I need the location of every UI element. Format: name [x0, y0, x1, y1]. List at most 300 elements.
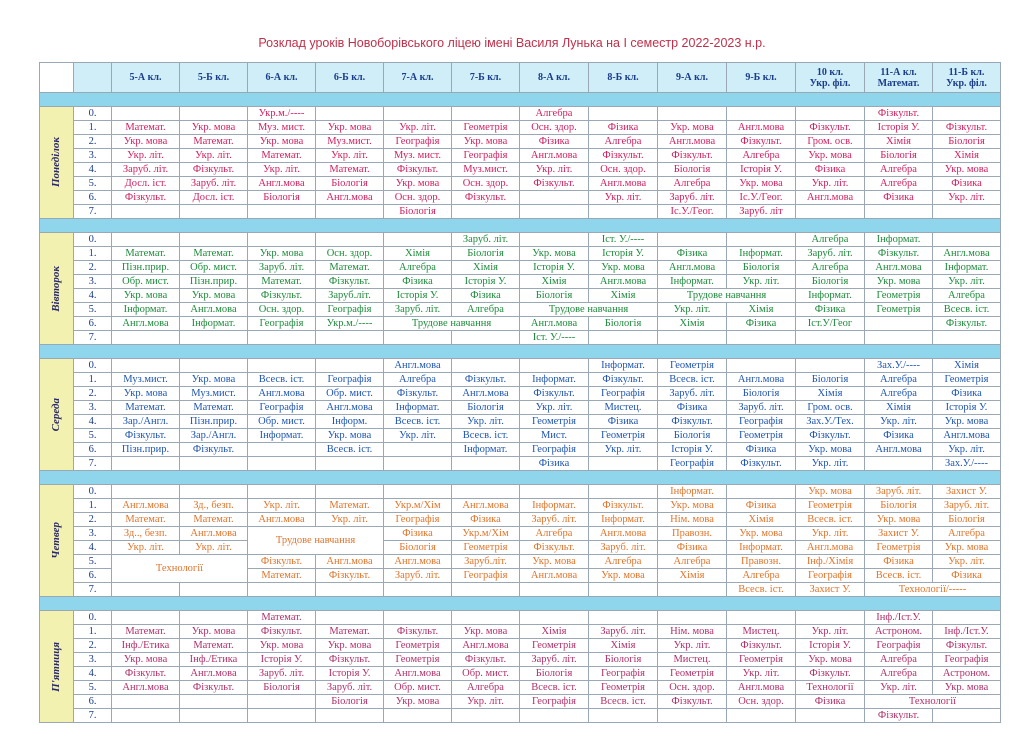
lesson-cell [316, 611, 384, 625]
lesson-cell: Укр. мова [316, 429, 384, 443]
day-label [40, 233, 74, 345]
lesson-cell: Історія У. [933, 401, 1001, 415]
lesson-cell: Осн. здор. [589, 163, 658, 177]
lesson-cell [933, 107, 1001, 121]
lesson-cell: Англ.мова [796, 191, 865, 205]
lesson-cell: Біологія [452, 247, 520, 261]
lesson-cell: Укр. літ. [933, 275, 1001, 289]
lesson-cell: Хімія [520, 275, 589, 289]
lesson-cell: Англ.мова [452, 639, 520, 653]
lesson-cell: Алгебра [865, 373, 933, 387]
lesson-cell [796, 611, 865, 625]
lesson-cell: Фізкульт. [796, 429, 865, 443]
lesson-cell: Геометрія [796, 499, 865, 513]
lesson-cell: Всесв. іст. [796, 513, 865, 527]
lesson-cell: Укр. мова [796, 653, 865, 667]
lesson-cell: Заруб. літ. [658, 191, 727, 205]
lesson-cell: Англ.мова [180, 667, 248, 681]
day-name: Середа [50, 397, 62, 432]
lesson-cell: Укр. літ. [796, 625, 865, 639]
lesson-cell: Фізкульт. [865, 247, 933, 261]
lesson-cell: Геометрія [589, 681, 658, 695]
lesson-cell [452, 457, 520, 471]
lesson-cell [658, 331, 727, 345]
lesson-cell: Укр.м./---- [316, 317, 384, 331]
lesson-cell: Укр. мова [248, 135, 316, 149]
lesson-cell: Географія [796, 569, 865, 583]
lesson-number: 4. [74, 541, 112, 555]
lesson-cell: Алгебра [520, 527, 589, 541]
lesson-cell: Математ. [180, 401, 248, 415]
lesson-cell [112, 331, 180, 345]
lesson-cell: Зар./Англ. [112, 415, 180, 429]
lesson-cell: Всесв. іст. [933, 303, 1001, 317]
lesson-cell: Трудове навчання [658, 289, 796, 303]
lesson-cell: Фізкульт. [796, 121, 865, 135]
lesson-cell [933, 205, 1001, 219]
lesson-cell: Фізкульт. [520, 177, 589, 191]
lesson-cell [520, 583, 589, 597]
lesson-cell: Географія [589, 387, 658, 401]
lesson-cell: Зд., безп. [180, 499, 248, 513]
lesson-cell: Інф./Етика [112, 639, 180, 653]
lesson-cell: Фізика [865, 191, 933, 205]
class-header-label: 7-Б кл. [469, 72, 502, 83]
lesson-cell: Укр. літ. [112, 149, 180, 163]
lesson-cell: Укр. мова [796, 443, 865, 457]
day-label [40, 359, 74, 471]
lesson-row [40, 639, 1001, 653]
lesson-cell: Фізика [658, 401, 727, 415]
lesson-cell: Хімія [727, 303, 796, 317]
lesson-cell: Фізкульт. [658, 695, 727, 709]
lesson-cell [316, 107, 384, 121]
lesson-cell: Геометрія [727, 429, 796, 443]
lesson-row [40, 247, 1001, 261]
lesson-cell: Всесв. іст. [727, 583, 796, 597]
lesson-cell: Інформат. [384, 401, 452, 415]
lesson-cell: Біологія [727, 387, 796, 401]
lesson-cell: Алгебра [933, 289, 1001, 303]
lesson-cell: Укр. літ. [520, 163, 589, 177]
lesson-cell [727, 233, 796, 247]
lesson-cell: Географія [933, 653, 1001, 667]
class-header-label: 11-А кл. [880, 66, 917, 78]
lesson-cell: Захист У. [796, 583, 865, 597]
lesson-cell: Фізкульт. [316, 653, 384, 667]
lesson-row [40, 149, 1001, 163]
lesson-number: 7. [74, 331, 112, 345]
separator-bar [40, 93, 1001, 107]
lesson-cell: Укр. літ. [933, 555, 1001, 569]
lesson-cell [452, 611, 520, 625]
class-header [658, 63, 727, 93]
lesson-cell: Укр. мова [796, 149, 865, 163]
lesson-cell: Алгебра [933, 527, 1001, 541]
lesson-cell: Фізкульт. [589, 499, 658, 513]
lesson-cell: Фізкульт. [316, 569, 384, 583]
lesson-cell: Англ.мова [112, 681, 180, 695]
lesson-cell: Інформат. [796, 289, 865, 303]
lesson-cell [248, 331, 316, 345]
lesson-cell: Геометрія [865, 303, 933, 317]
lesson-cell [248, 233, 316, 247]
lesson-cell: Фізкульт. [933, 639, 1001, 653]
lesson-cell: Муз. мист. [384, 149, 452, 163]
lesson-cell: Укр. літ. [452, 415, 520, 429]
lesson-cell: Алгебра [865, 653, 933, 667]
lesson-cell: Біологія [727, 261, 796, 275]
lesson-cell: Муз.мист. [180, 387, 248, 401]
lesson-cell: Укр. мова [248, 247, 316, 261]
lesson-cell: Алгебра [865, 387, 933, 401]
lesson-cell: Зах.У./Тех. [796, 415, 865, 429]
lesson-cell: Укр. мова [933, 163, 1001, 177]
lesson-cell: Алгебра [865, 177, 933, 191]
lesson-cell [796, 331, 865, 345]
lesson-cell: Англ.мова [248, 387, 316, 401]
lesson-cell: Хімія [658, 317, 727, 331]
lesson-cell: Географія [865, 639, 933, 653]
lesson-cell [933, 331, 1001, 345]
lesson-cell: Фізкульт. [452, 653, 520, 667]
lesson-row [40, 289, 1001, 303]
lesson-row [40, 499, 1001, 513]
lesson-cell: Іс.У./Геог. [658, 205, 727, 219]
class-header-label: Математ. [877, 77, 920, 89]
lesson-cell: Фізика [796, 163, 865, 177]
lesson-cell: Заруб. літ. [180, 177, 248, 191]
lesson-cell: Біологія [865, 149, 933, 163]
lesson-number: 7. [74, 709, 112, 723]
day-separator [40, 93, 1001, 107]
lesson-cell: Біологія [658, 429, 727, 443]
lesson-cell: Алгебра [865, 163, 933, 177]
lesson-cell: Іст. У./---- [589, 233, 658, 247]
lesson-cell: Заруб. літ. [589, 625, 658, 639]
lesson-cell: Історія У. [796, 639, 865, 653]
lesson-cell: Астроном. [865, 625, 933, 639]
lesson-row [40, 275, 1001, 289]
lesson-cell: Укр. мова [248, 639, 316, 653]
lesson-cell: Географія [316, 373, 384, 387]
lesson-cell: Всесв. іст. [865, 569, 933, 583]
lesson-cell: Англ.мова [520, 317, 589, 331]
lesson-cell [658, 583, 727, 597]
lesson-cell: Геометрія [384, 639, 452, 653]
lesson-cell [589, 583, 658, 597]
lesson-cell: Математ. [112, 247, 180, 261]
lesson-cell [727, 331, 796, 345]
lesson-number: 6. [74, 317, 112, 331]
lesson-cell [384, 107, 452, 121]
lesson-cell [316, 709, 384, 723]
class-header-label: 9-Б кл. [745, 72, 777, 83]
lesson-cell: Географія [589, 667, 658, 681]
lesson-cell [452, 331, 520, 345]
lesson-cell: Фізика [933, 569, 1001, 583]
lesson-cell [180, 611, 248, 625]
lesson-cell: Англ.мова [727, 681, 796, 695]
lesson-cell [933, 611, 1001, 625]
lesson-cell: Біологія [933, 513, 1001, 527]
lesson-cell: Математ. [112, 121, 180, 135]
lesson-number: 6. [74, 695, 112, 709]
lesson-cell: Хімія [452, 261, 520, 275]
lesson-cell: Біологія [384, 205, 452, 219]
lesson-cell: Осн. здор. [658, 681, 727, 695]
lesson-cell: Фізкульт. [520, 541, 589, 555]
lesson-cell: Англ.мова [727, 121, 796, 135]
lesson-row [40, 205, 1001, 219]
lesson-cell: Інформат. [658, 275, 727, 289]
lesson-cell: Англ.мова [248, 177, 316, 191]
lesson-row [40, 541, 1001, 555]
lesson-cell: Англ.мова [112, 317, 180, 331]
lesson-cell: Осн. здор. [727, 695, 796, 709]
lesson-cell: Англ.мова [865, 443, 933, 457]
lesson-cell: Алгебра [520, 107, 589, 121]
class-header [589, 63, 658, 93]
lesson-cell [796, 709, 865, 723]
lesson-cell: Фізкульт. [589, 373, 658, 387]
lesson-cell: Заруб. літ. [796, 247, 865, 261]
lesson-cell: Укр. мова [727, 527, 796, 541]
page-title: Розклад уроків Новоборівського ліцею імені Василя Лунька на І семестр 2022-2023 н.р. [258, 36, 766, 50]
lesson-cell: Нім. мова [658, 625, 727, 639]
lesson-cell [112, 709, 180, 723]
lesson-cell: Технології [112, 555, 248, 583]
lesson-cell: Заруб.літ. [452, 555, 520, 569]
lesson-cell: Мистец. [727, 625, 796, 639]
lesson-cell [180, 205, 248, 219]
day-label [40, 107, 74, 219]
lesson-cell: Заруб. літ. [933, 499, 1001, 513]
class-header [727, 63, 796, 93]
lesson-cell: Укр. літ. [933, 443, 1001, 457]
lesson-cell: Математ. [248, 275, 316, 289]
lesson-cell: Фізика [384, 275, 452, 289]
lesson-cell [180, 331, 248, 345]
class-header [384, 63, 452, 93]
lesson-cell [248, 695, 316, 709]
lesson-cell: Фізкульт. [865, 107, 933, 121]
lesson-cell: Алгебра [658, 555, 727, 569]
lesson-cell: Математ. [180, 135, 248, 149]
lesson-cell: Фізика [589, 415, 658, 429]
lesson-cell: Укр. мова [796, 485, 865, 499]
lesson-cell: Алгебра [452, 303, 520, 317]
lesson-cell: Англ.мова [452, 499, 520, 513]
lesson-cell: Геометрія [658, 667, 727, 681]
lesson-cell: Пізн.прир. [112, 443, 180, 457]
lesson-number: 2. [74, 513, 112, 527]
lesson-cell: Укр. мова [658, 121, 727, 135]
lesson-cell: Заруб. літ. [865, 485, 933, 499]
class-header [520, 63, 589, 93]
lesson-number: 0. [74, 485, 112, 499]
class-header-label: 8-Б кл. [607, 72, 639, 83]
lesson-cell: Фізика [658, 541, 727, 555]
lesson-row [40, 317, 1001, 331]
lesson-row [40, 457, 1001, 471]
lesson-cell: Біологія [796, 275, 865, 289]
lesson-cell: Фізика [865, 555, 933, 569]
lesson-cell: Укр. літ. [180, 149, 248, 163]
lesson-cell: Фізкульт. [112, 429, 180, 443]
class-header-label: 5-Б кл. [197, 72, 230, 83]
lesson-number: 4. [74, 415, 112, 429]
lesson-cell: Заруб. літ [727, 205, 796, 219]
timetable-body [40, 93, 1001, 723]
lesson-cell: Англ.мова [452, 387, 520, 401]
lesson-cell [248, 443, 316, 457]
lesson-row [40, 485, 1001, 499]
lesson-cell: Фізкульт. [933, 121, 1001, 135]
lesson-cell: Інф./Іст.У. [865, 611, 933, 625]
lesson-number: 1. [74, 625, 112, 639]
lesson-cell: Заруб.літ. [316, 289, 384, 303]
lesson-cell: Всесв. іст. [248, 373, 316, 387]
lesson-cell: Інформат. [180, 317, 248, 331]
lesson-cell [384, 443, 452, 457]
lesson-cell: Алгебра [384, 261, 452, 275]
lesson-cell: Математ. [180, 513, 248, 527]
lesson-row [40, 177, 1001, 191]
day-separator [40, 471, 1001, 485]
lesson-cell: Англ.мова [180, 303, 248, 317]
lesson-cell: Алгебра [384, 373, 452, 387]
lesson-cell: Біологія [248, 681, 316, 695]
lesson-cell: Англ.мова [658, 261, 727, 275]
day-separator [40, 597, 1001, 611]
lesson-row [40, 513, 1001, 527]
lesson-cell: Математ. [248, 569, 316, 583]
day-name: Четвер [50, 522, 62, 559]
day-separator [40, 345, 1001, 359]
lesson-cell: Фізика [933, 177, 1001, 191]
lesson-row [40, 107, 1001, 121]
lesson-cell: Фізкульт. [727, 457, 796, 471]
lesson-cell: Укр. літ. [589, 191, 658, 205]
lesson-cell: Астроном. [933, 667, 1001, 681]
lesson-cell: Всесв. іст. [658, 373, 727, 387]
lesson-row [40, 709, 1001, 723]
lesson-row [40, 527, 1001, 541]
lesson-cell: Біологія [316, 695, 384, 709]
lesson-cell: Англ.мова [112, 499, 180, 513]
lesson-cell: Англ.мова [589, 275, 658, 289]
lesson-cell: Укр. літ. [452, 695, 520, 709]
lesson-cell: Алгебра [796, 233, 865, 247]
lesson-cell: Укр. мова [520, 555, 589, 569]
lesson-number: 0. [74, 359, 112, 373]
lesson-cell [452, 485, 520, 499]
lesson-cell: Алгебра [727, 569, 796, 583]
lesson-cell: Фізкульт. [384, 387, 452, 401]
lesson-cell: Укр. мова [112, 289, 180, 303]
lesson-cell [112, 695, 180, 709]
lesson-cell: Математ. [316, 499, 384, 513]
lesson-cell [112, 611, 180, 625]
lesson-cell: Укр. літ. [933, 191, 1001, 205]
lesson-cell: Математ. [112, 513, 180, 527]
lesson-cell: Фізика [727, 499, 796, 513]
lesson-cell: Фізика [933, 387, 1001, 401]
lesson-number: 5. [74, 177, 112, 191]
lesson-cell: Інф./Етика [180, 653, 248, 667]
lesson-cell: Укр.м./---- [248, 107, 316, 121]
day-name: Понеділок [50, 137, 62, 188]
lesson-cell [933, 233, 1001, 247]
lesson-cell: Гром. осв. [796, 135, 865, 149]
lesson-cell [112, 485, 180, 499]
lesson-cell: Укр. мова [316, 639, 384, 653]
lesson-number: 0. [74, 611, 112, 625]
header-row [40, 63, 1001, 93]
lesson-cell: Заруб. літ. [248, 667, 316, 681]
lesson-cell [589, 331, 658, 345]
lesson-cell [316, 359, 384, 373]
lesson-cell: Мистец. [589, 401, 658, 415]
lesson-cell [248, 457, 316, 471]
lesson-cell: Англ.мова [316, 401, 384, 415]
lesson-cell: Геометрія [589, 429, 658, 443]
lesson-cell: Географія [520, 443, 589, 457]
lesson-cell [384, 611, 452, 625]
lesson-row [40, 135, 1001, 149]
lesson-cell [452, 709, 520, 723]
lesson-cell: Англ.мова [384, 555, 452, 569]
lesson-cell [727, 107, 796, 121]
lesson-cell: Укр. літ. [316, 513, 384, 527]
lesson-cell [727, 611, 796, 625]
lesson-cell [248, 709, 316, 723]
lesson-cell: Фізкульт. [658, 415, 727, 429]
lesson-cell: Англ.мова [658, 135, 727, 149]
lesson-cell: Укр. літ. [316, 149, 384, 163]
lesson-cell: Нім. мова [658, 513, 727, 527]
lesson-cell: Фізкульт. [865, 709, 933, 723]
lesson-cell [112, 583, 180, 597]
separator-bar [40, 471, 1001, 485]
lesson-cell [865, 317, 933, 331]
lesson-cell: Хімія [384, 247, 452, 261]
lesson-cell: Інформат. [658, 485, 727, 499]
lesson-cell: Інформат. [727, 541, 796, 555]
lesson-cell: Біологія [520, 289, 589, 303]
class-header-label: 11-Б кл. [948, 66, 985, 78]
lesson-cell: Англ.мова [384, 667, 452, 681]
lesson-cell: Заруб. літ. [727, 401, 796, 415]
lesson-row [40, 303, 1001, 317]
separator-bar [40, 597, 1001, 611]
lesson-cell: Заруб. літ. [589, 541, 658, 555]
timetable [39, 62, 1001, 723]
lesson-cell [180, 457, 248, 471]
lesson-cell: Осн. здор. [384, 191, 452, 205]
lesson-cell: Англ.мова [727, 373, 796, 387]
lesson-cell: Історія У. [452, 275, 520, 289]
day-name: П'ятниця [50, 641, 62, 692]
lesson-cell: Геометрія [452, 541, 520, 555]
lesson-cell: Інформат. [865, 233, 933, 247]
lesson-cell: Укр. мова [384, 177, 452, 191]
lesson-cell [180, 709, 248, 723]
lesson-cell: Укр. мова [865, 513, 933, 527]
lesson-cell: Фізкульт. [452, 373, 520, 387]
lesson-number: 3. [74, 149, 112, 163]
